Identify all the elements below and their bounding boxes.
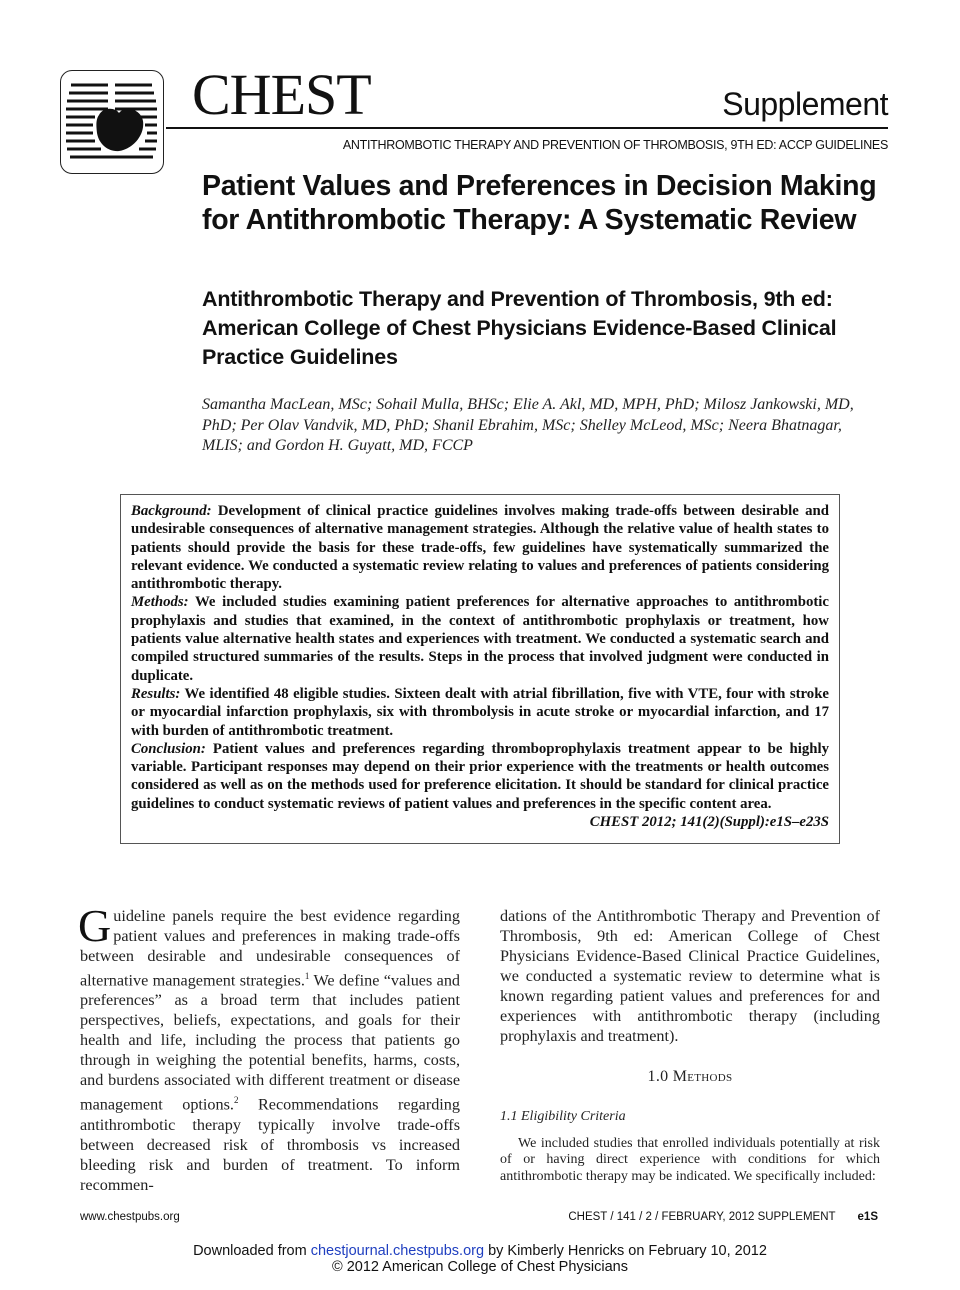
- supplement-label: Supplement: [722, 86, 888, 122]
- lungs-heart-icon: [61, 71, 162, 172]
- copyright-line: © 2012 American College of Chest Physicians: [331, 1259, 628, 1275]
- section-number: 1.0: [647, 1068, 673, 1085]
- background-text: Development of clinical practice guidelines involves making trade-offs between desirable and undesirable consequences of alternative management strategies. Although the relative value of health states to patients should provide the basis for these trade-offs, few guidelines have systematically summarized the relevant evidence. We conducted a systematic review relating to values and preferences of patients considering antithrombotic therapy.: [131, 503, 829, 593]
- subsection-heading: 1.1 Eligibility Criteria: [500, 1109, 626, 1124]
- series-title: ANTITHROMBOTIC THERAPY AND PREVENTION OF THROMBOSIS, 9TH ED: ACCP GUIDELINES: [342, 138, 888, 152]
- article-title: Patient Values and Preferences in Decision Making for Antithrombotic Therapy: A Systematic Review: [202, 170, 877, 236]
- footer-website: www.chestpubs.org: [80, 1211, 180, 1223]
- intro-text-b: We define “values and preferences” as a broad term that includes patient perspectives, beliefs, expectations, and goals for their health and life, including the process that patients go through in weighing the potential benefits, harms, costs, and burdens associated with different treatment or disease management options.: [80, 971, 461, 1114]
- conclusion-text: Patient values and preferences regarding thromboprophylaxis treatment appear to be highly variable. Participant responses may depend on their prior experience with the treatments or health outcomes considered as well as on the methods used for preference elicitation. It should be standard for clinical practice guidelines to conduct systematic reviews of patient values and preferences in the specific content area.: [131, 740, 830, 812]
- background-heading: Background:: [131, 503, 212, 519]
- journal-citation: CHEST 2012; 141(2)(Suppl):e1S–e23S: [589, 814, 829, 831]
- abstract-background: [131, 502, 829, 593]
- abstract-conclusion: [131, 740, 830, 831]
- download-prefix: Downloaded from: [193, 1243, 311, 1259]
- abstract-results: [131, 685, 829, 740]
- section-heading-methods: [500, 1068, 880, 1086]
- reference-2[interactable]: 2: [233, 1095, 239, 1106]
- header-rule: [166, 127, 888, 129]
- results-text: We identified 48 eligible studies. Sixteen dealt with atrial fibrillation, five with VTE, four with stroke or myocardial infarction prophylaxis, six with thrombolysis in acute stroke or myocardial infarction, and 17 with burden of antithrombotic treatment.: [131, 685, 829, 739]
- methods-text: We included studies examining patient preferences for alternative approaches to antithrombotic prophylaxis and studies that examined, in the context of antithrombotic prophylaxis or treatment, how patients value alternative health states and experiences with treatment. We conducted a systematic search and compiled structured summaries of the results. Steps in the process that involved judgment were conducted in duplicate.: [131, 594, 829, 684]
- author-list: Samantha MacLean, MSc; Sohail Mulla, BHSc; Elie A. Akl, MD, MPH, PhD; Milosz Jankowski, MD, PhD; Per Olav Vandvik, MD, PhD; Shanil Ebrahim, MSc; Shelley McLeod, MSc; Neera Bhatnagar, MLIS; and Gordon H. Guyatt, MD, FCCP: [202, 396, 854, 454]
- abstract-methods: [131, 593, 829, 684]
- body-column-right: dations of the Antithrombotic Therapy and Prevention of Thrombosis, 9th ed: American College of Chest Physicians Evidence-Based Clinical Practice Guidelines, we conducted a systematic review to determine what is known regarding patient values and preferences for and experiences with antithrombotic therapy (including prophylaxis and treatment).: [500, 907, 880, 1045]
- methods-heading: Methods:: [131, 594, 189, 611]
- results-heading: Results:: [131, 685, 181, 702]
- conclusion-heading: Conclusion:: [131, 740, 206, 757]
- download-suffix: by Kimberly Henricks on February 10, 2012: [484, 1243, 767, 1259]
- body-column-left: [78, 900, 461, 1195]
- reference-1[interactable]: 1: [304, 971, 310, 981]
- journal-name: CHEST: [192, 62, 371, 127]
- eligibility-text: We included studies that enrolled individuals potentially at risk of or having direct experience with conditions for which antithrombotic therapy may be indicated. We specifically included:: [500, 1136, 880, 1184]
- drop-cap: G: [78, 900, 112, 951]
- download-notice: [0, 1243, 960, 1275]
- chest-logo: [60, 70, 164, 174]
- intro-text-c: Recommendations regarding antithrombotic therapy typically involve trade-offs between decreased risk of thrombosis vs increased bleeding risk and burden of treatment. To inform recommen-: [80, 1095, 460, 1194]
- footer-issue: CHEST / 141 / 2 / FEBRUARY, 2012 SUPPLEMENT: [568, 1211, 836, 1223]
- page-number: e1S: [857, 1211, 878, 1223]
- footer-issue-info: [568, 1211, 878, 1223]
- download-link[interactable]: chestjournal.chestpubs.org: [310, 1243, 485, 1259]
- abstract-box: [120, 494, 840, 844]
- download-line: [0, 1243, 960, 1259]
- article-subtitle: Antithrombotic Therapy and Prevention of Thrombosis, 9th ed: American College of Chest Physicians Evidence-Based Clinical Practice Guidelines: [202, 287, 837, 369]
- section-title: Methods: [672, 1068, 733, 1085]
- intro-text-a: uideline panels require the best evidence regarding patient values and preferences in making trade-offs between desirable and undesirable consequences of alternative management strategies.: [80, 907, 460, 990]
